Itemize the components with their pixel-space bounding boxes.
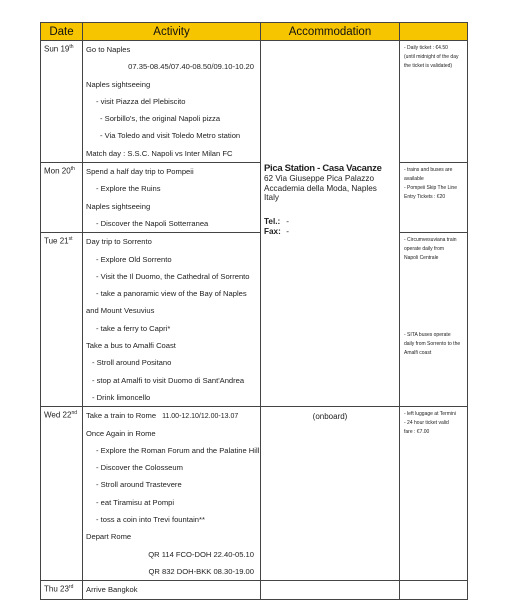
notes-cell (400, 581, 468, 599)
header-date: Date (41, 23, 83, 41)
hotel-address-line: Italy (264, 193, 280, 202)
date-cell (41, 163, 83, 233)
activity-line: Arrive Bangkok (86, 585, 138, 595)
day-row-sun (41, 41, 468, 163)
activity-line: and Mount Vesuvius (86, 306, 155, 316)
activity-line: - Explore the Ruins (96, 184, 161, 194)
notes-cell (400, 163, 468, 233)
note-line: Napoli Centrale (404, 255, 439, 262)
note-line: the ticket is validated) (404, 63, 453, 69)
activity-line: Take a bus to Amalfi Coast (86, 341, 176, 351)
date-suffix: rd (68, 584, 74, 591)
note-line: operate daily from (404, 246, 445, 253)
activity-line: Naples sightseeing (86, 201, 151, 211)
date-cell (41, 41, 83, 163)
note-line: fare : €7.00 (404, 429, 430, 436)
note-line: - Daily ticket : €4.50 (404, 45, 448, 51)
activity-line: - Discover the Napoli Sotterranea (96, 218, 209, 228)
header-row (41, 23, 468, 41)
activity-line: - Explore Old Sorrento (96, 254, 172, 264)
day-row-thu (41, 581, 468, 599)
activity-line: - Via Toledo and visit Toledo Metro station (100, 131, 241, 141)
date-text: Sun 19 (44, 44, 70, 54)
activity-line: Naples sightseeing (86, 79, 151, 89)
day-row-mon (41, 163, 468, 233)
notes-cell (400, 407, 468, 581)
activity-line: Match day : S.S.C. Napoli vs Inter Milan FC (86, 148, 233, 158)
note-line: Entry Tickets : €20 (404, 194, 446, 201)
hotel-name: Pica Station - Casa Vacanze (264, 163, 382, 174)
activity-cell (83, 581, 261, 599)
date-text: Mon 20 (44, 166, 71, 176)
activity-line (83, 407, 260, 424)
date-suffix: nd (71, 410, 77, 417)
date-text: Wed 22 (44, 410, 72, 420)
hotel-contact (264, 217, 396, 237)
header-activity: Activity (83, 23, 261, 41)
activity-line: Day trip to Sorrento (86, 237, 152, 247)
activity-cell (83, 233, 261, 407)
activity-line: - Sorbillo's, the original Napoli pizza (100, 114, 221, 124)
note-line: - left luggage at Termini (404, 411, 456, 418)
activity-cell (83, 163, 261, 233)
note-line: - SITA buses operate (404, 332, 451, 339)
fax-label: Fax: (264, 226, 281, 236)
activity-line: - Discover the Colosseum (96, 463, 183, 473)
activity-line: Once Again in Rome (86, 428, 156, 438)
activity-time: 07.35-08.45/07.40-08.50/09.10-10.20 (128, 62, 254, 72)
notes-cell (400, 41, 468, 163)
day-row-wed (41, 407, 468, 581)
date-suffix: th (70, 166, 75, 173)
hotel-address-line: Accademia della Moda, Naples (264, 183, 377, 193)
note-line: - trains and buses are (404, 167, 453, 174)
flight-line: QR 114 FCO-DOH 22.40-05.10 (148, 549, 254, 559)
activity-line: - Drink limoncello (92, 392, 151, 402)
activity-text: Take a train to Rome (86, 411, 157, 421)
flight-line: QR 832 DOH-BKK 08.30-19.00 (148, 566, 254, 576)
note-line: (until midnight of the day (404, 54, 459, 60)
notes-spacer (404, 263, 464, 331)
tel-label: Tel.: (264, 216, 281, 226)
day-row-tue (41, 233, 468, 407)
activity-line: - toss a coin into Trevi fountain** (96, 515, 205, 525)
activity-cell (83, 41, 261, 163)
header-notes (400, 23, 468, 41)
activity-line: - take a panoramic view of the Bay of Naples (96, 289, 247, 299)
date-cell (41, 581, 83, 599)
fax-value: - (286, 226, 290, 236)
date-cell (41, 407, 83, 581)
note-line: - 24 hour ticket valid (404, 420, 449, 427)
activity-line: Go to Naples (86, 45, 131, 54)
date-text: Tue 21 (44, 236, 69, 246)
activity-line: - Stroll around Positano (92, 358, 172, 368)
activity-cell (83, 407, 261, 581)
activity-line: - visit Piazza del Plebiscito (96, 96, 186, 106)
date-suffix: th (69, 44, 74, 50)
activity-line: - Explore the Roman Forum and the Palatine Hill (96, 445, 260, 455)
activity-line: - take a ferry to Capri* (96, 323, 171, 333)
activity-line: - Stroll around Trastevere (96, 480, 182, 490)
date-suffix: st (68, 236, 73, 243)
note-line: - Pompeii Skip The Line (404, 185, 457, 192)
note-line: daily from Sorrento to the (404, 341, 461, 348)
activity-line: - stop at Amalfi to visit Duomo di Sant'Andrea (92, 375, 245, 385)
note-line: Amalfi coast (404, 350, 432, 357)
activity-line: - Visit the Il Duomo, the Cathedral of Sorrento (96, 271, 250, 281)
accommodation-cell (261, 41, 400, 407)
accommodation-spacer (264, 41, 396, 163)
note-line: available (404, 176, 424, 183)
date-cell (41, 233, 83, 407)
notes-cell (400, 233, 468, 407)
activity-line: - eat Tiramisu at Pompi (96, 497, 175, 507)
itinerary-table (40, 22, 468, 600)
date-text: Thu 23 (44, 584, 69, 594)
header-accommodation: Accommodation (261, 23, 400, 41)
activity-line: Spend a half day trip to Pompeii (86, 167, 194, 177)
tel-value: - (286, 216, 290, 226)
accommodation-cell (261, 581, 400, 599)
accommodation-cell: (onboard) (261, 407, 400, 581)
hotel-address-line: 62 Via Giuseppe Pica Palazzo (264, 174, 374, 183)
train-time: 11.00-12.10/12.00-13.07 (162, 413, 239, 421)
activity-line: Depart Rome (86, 532, 132, 542)
note-line: - Circumvesuviana train (404, 237, 457, 244)
